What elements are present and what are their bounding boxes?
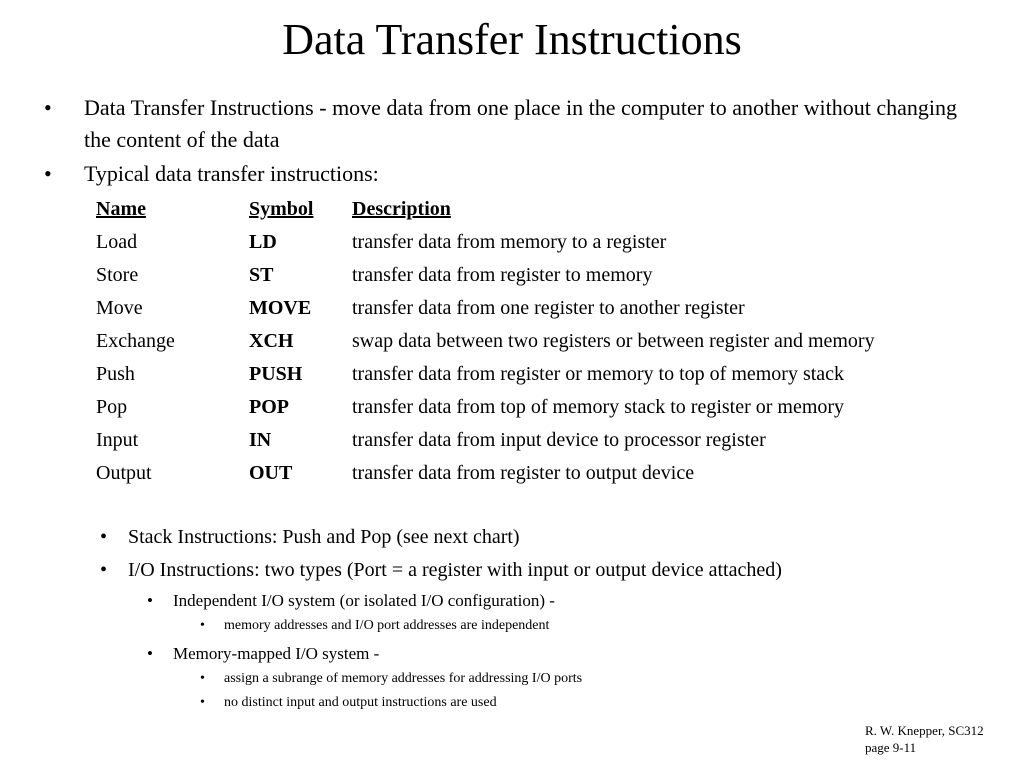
instruction-symbol: IN	[249, 429, 272, 451]
instruction-name: Input	[96, 429, 139, 451]
sub-bullet-text: I/O Instructions: two types (Port = a register with input or output device attached)	[128, 559, 782, 581]
io-detail-text: no distinct input and output instructions are used	[224, 695, 497, 710]
io-type-text: Memory-mapped I/O system -	[173, 644, 380, 663]
sub-bullet-stack	[100, 523, 520, 551]
sub-bullet-io	[100, 556, 782, 584]
sub-bullet-text: Stack Instructions: Push and Pop (see next chart)	[128, 526, 520, 548]
bullet-typical-instructions	[44, 158, 964, 190]
instruction-symbol: PUSH	[249, 363, 303, 385]
instruction-description: transfer data from input device to processor register	[352, 429, 766, 451]
instruction-name: Exchange	[96, 330, 175, 352]
slide-title: Data Transfer Instructions	[282, 15, 742, 64]
instruction-name: Move	[96, 297, 143, 319]
instruction-symbol: OUT	[249, 462, 293, 484]
io-detail	[200, 616, 550, 636]
header-description: Description	[352, 198, 451, 220]
instruction-description: swap data between two registers or between register and memory	[352, 330, 875, 352]
instruction-name: Push	[96, 363, 135, 385]
bullet-dot: •	[200, 671, 205, 686]
footer-page-number: page 9-11	[865, 740, 917, 755]
instruction-symbol: ST	[249, 264, 274, 286]
instruction-symbol: MOVE	[249, 297, 312, 319]
instruction-name: Store	[96, 264, 139, 286]
slide-footer	[865, 722, 984, 756]
instruction-description: transfer data from register to output device	[352, 462, 695, 484]
instruction-name: Output	[96, 462, 152, 484]
bullet-dot: •	[100, 559, 108, 581]
instruction-symbol: POP	[249, 396, 289, 418]
instruction-description: transfer data from top of memory stack to register or memory	[352, 396, 845, 418]
bullet-dot: •	[147, 644, 153, 663]
instruction-description: transfer data from register to memory	[352, 264, 653, 286]
io-detail-text: memory addresses and I/O port addresses are independent	[224, 618, 550, 633]
instruction-description: transfer data from memory to a register	[352, 231, 667, 253]
header-name: Name	[96, 198, 146, 220]
instruction-symbol: LD	[249, 231, 277, 253]
bullet-dot: •	[44, 161, 52, 186]
instruction-name: Load	[96, 231, 138, 253]
bullet-dot: •	[200, 695, 205, 710]
instruction-description: transfer data from one register to another register	[352, 297, 745, 319]
bullet-dot: •	[44, 95, 52, 120]
header-symbol: Symbol	[249, 198, 314, 220]
bullet-text: Data Transfer Instructions - move data from one place in the computer to another without changing the content of the data	[84, 95, 958, 152]
instruction-symbol: XCH	[249, 330, 294, 352]
bullet-dot: •	[100, 526, 108, 548]
footer-author: R. W. Knepper, SC312	[865, 723, 984, 738]
io-detail	[200, 669, 583, 689]
io-detail	[200, 693, 497, 713]
io-type-independent	[147, 589, 555, 613]
bullet-definition	[44, 92, 964, 156]
bullet-text: Typical data transfer instructions:	[84, 161, 379, 186]
instruction-name: Pop	[96, 396, 128, 418]
io-detail-text: assign a subrange of memory addresses for addressing I/O ports	[224, 671, 583, 686]
instruction-description: transfer data from register or memory to top of memory stack	[352, 363, 845, 385]
io-type-memory-mapped	[147, 642, 380, 666]
bullet-dot: •	[200, 618, 205, 633]
bullet-dot: •	[147, 591, 153, 610]
io-type-text: Independent I/O system (or isolated I/O configuration) -	[173, 591, 555, 610]
